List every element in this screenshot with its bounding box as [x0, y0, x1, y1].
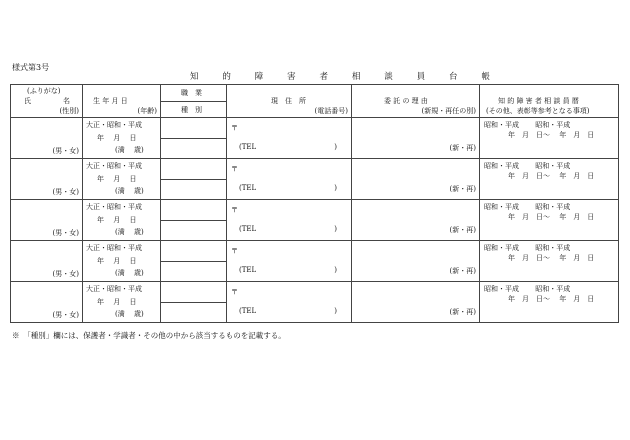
- history-era: 昭和・平成 昭和・平成: [484, 203, 571, 211]
- history-cell[interactable]: [480, 282, 619, 323]
- new-renew-value: (新・再): [449, 267, 476, 275]
- gender-value: (男・女): [52, 270, 79, 278]
- gender-value: (男・女): [52, 188, 79, 196]
- reason-header: [352, 85, 480, 118]
- name-cell[interactable]: [11, 118, 83, 159]
- counselor-register-table: [10, 84, 619, 323]
- history-era: 昭和・平成 昭和・平成: [484, 244, 571, 252]
- address-cell[interactable]: [227, 118, 352, 159]
- reason-cell[interactable]: [352, 200, 480, 241]
- occupation-cell[interactable]: [161, 200, 227, 241]
- register-rows: [11, 118, 619, 323]
- furigana-label: (ふりがな): [27, 87, 61, 95]
- address-cell[interactable]: [227, 241, 352, 282]
- footnote: ※ 「種別」欄には、保護者・学識者・その他の中から該当するものを記載する。: [12, 331, 286, 340]
- history-range: 年 月 日〜 年 月 日: [508, 254, 595, 262]
- age-label: (年齢): [137, 107, 157, 115]
- birth-date-header: [83, 85, 161, 118]
- birth-date-cell[interactable]: [83, 282, 161, 323]
- name-cell[interactable]: [11, 241, 83, 282]
- date-fields: 年 月 日: [97, 134, 137, 142]
- new-renew-value: (新・再): [449, 144, 476, 152]
- name-cell[interactable]: [11, 159, 83, 200]
- history-range: 年 月 日〜 年 月 日: [508, 295, 595, 303]
- age-field: (満 歳): [115, 228, 144, 236]
- phone-label: (電話番号): [314, 107, 348, 115]
- gender-value: (男・女): [52, 311, 79, 319]
- register-row: [11, 282, 619, 323]
- occupation-label: 職 業: [181, 89, 202, 97]
- birth-date-cell[interactable]: [83, 241, 161, 282]
- name-char-label: 名: [63, 97, 70, 105]
- reason-sub-label: (新規・再任の別): [421, 107, 476, 115]
- gender-label: (性別): [59, 107, 79, 115]
- tel-close: ): [334, 143, 337, 151]
- postal-mark: 〒: [231, 124, 238, 132]
- age-field: (満 歳): [115, 310, 144, 318]
- era-options: 大正・昭和・平成: [86, 203, 142, 211]
- address-cell[interactable]: [227, 200, 352, 241]
- register-row: [11, 200, 619, 241]
- history-era: 昭和・平成 昭和・平成: [484, 162, 571, 170]
- title-char: 帳: [481, 72, 490, 82]
- address-header: [227, 85, 352, 118]
- history-cell[interactable]: [480, 159, 619, 200]
- tel-open: (TEL: [239, 307, 257, 315]
- title-char: 談: [384, 72, 393, 82]
- title-char: 的: [222, 72, 231, 82]
- register-row: [11, 118, 619, 159]
- form-number: 様式第3号: [12, 63, 50, 72]
- reason-label: 委 託 の 理 由: [384, 97, 428, 105]
- name-char-label: 氏: [24, 97, 31, 105]
- title-char: 員: [416, 72, 426, 82]
- era-options: 大正・昭和・平成: [86, 121, 142, 129]
- history-header: [480, 85, 619, 118]
- age-field: (満 歳): [115, 146, 144, 154]
- tel-open: (TEL: [239, 225, 257, 233]
- tel-open: (TEL: [239, 184, 257, 192]
- history-range: 年 月 日〜 年 月 日: [508, 172, 595, 180]
- category-label: 種 別: [181, 106, 202, 114]
- tel-open: (TEL: [239, 143, 257, 151]
- tel-open: (TEL: [239, 266, 257, 274]
- reason-cell[interactable]: [352, 118, 480, 159]
- era-options: 大正・昭和・平成: [86, 285, 142, 293]
- era-options: 大正・昭和・平成: [86, 244, 142, 252]
- title-char: 知: [190, 72, 199, 82]
- postal-mark: 〒: [231, 288, 238, 296]
- name-cell[interactable]: [11, 282, 83, 323]
- title-char: 相: [351, 72, 361, 82]
- age-field: (満 歳): [115, 269, 144, 277]
- new-renew-value: (新・再): [449, 308, 476, 316]
- name-cell[interactable]: [11, 200, 83, 241]
- reason-cell[interactable]: [352, 241, 480, 282]
- new-renew-value: (新・再): [449, 185, 476, 193]
- gender-value: (男・女): [52, 229, 79, 237]
- header-row: [11, 85, 619, 118]
- age-field: (満 歳): [115, 187, 144, 195]
- register-row: [11, 159, 619, 200]
- address-cell[interactable]: [227, 159, 352, 200]
- date-fields: 年 月 日: [97, 257, 137, 265]
- gender-value: (男・女): [52, 147, 79, 155]
- history-label: 知 的 障 害 者 相 談 員 暦: [498, 97, 579, 105]
- birth-date-cell[interactable]: [83, 159, 161, 200]
- occupation-cell[interactable]: [161, 282, 227, 323]
- reason-cell[interactable]: [352, 159, 480, 200]
- reason-cell[interactable]: [352, 282, 480, 323]
- tel-close: ): [334, 225, 337, 233]
- address-label: 現 住 所: [271, 97, 306, 105]
- date-fields: 年 月 日: [97, 175, 137, 183]
- title-char: 者: [319, 72, 329, 82]
- occupation-header: [161, 85, 227, 118]
- occupation-cell[interactable]: [161, 118, 227, 159]
- occupation-cell[interactable]: [161, 159, 227, 200]
- address-cell[interactable]: [227, 282, 352, 323]
- era-options: 大正・昭和・平成: [86, 162, 142, 170]
- tel-close: ): [334, 266, 337, 274]
- name-header: [11, 85, 83, 118]
- history-cell[interactable]: [480, 200, 619, 241]
- history-era: 昭和・平成 昭和・平成: [484, 285, 571, 293]
- postal-mark: 〒: [231, 247, 238, 255]
- register-row: [11, 241, 619, 282]
- title-char: 害: [287, 72, 296, 82]
- title-char: 台: [449, 72, 458, 82]
- history-cell[interactable]: [480, 118, 619, 159]
- birth-date-cell[interactable]: [83, 118, 161, 159]
- new-renew-value: (新・再): [449, 226, 476, 234]
- occupation-cell[interactable]: [161, 241, 227, 282]
- history-sub-label: (その他、表彰等参考となる事項): [486, 107, 590, 115]
- postal-mark: 〒: [231, 165, 238, 173]
- history-era: 昭和・平成 昭和・平成: [484, 121, 571, 129]
- tel-close: ): [334, 184, 337, 192]
- date-fields: 年 月 日: [97, 216, 137, 224]
- history-cell[interactable]: [480, 241, 619, 282]
- form-title: [190, 70, 490, 82]
- title-char: 障: [254, 72, 264, 82]
- history-range: 年 月 日〜 年 月 日: [508, 131, 595, 139]
- postal-mark: 〒: [231, 206, 238, 214]
- birth-date-label: 生 年 月 日: [93, 97, 128, 105]
- date-fields: 年 月 日: [97, 298, 137, 306]
- history-range: 年 月 日〜 年 月 日: [508, 213, 595, 221]
- tel-close: ): [334, 307, 337, 315]
- birth-date-cell[interactable]: [83, 200, 161, 241]
